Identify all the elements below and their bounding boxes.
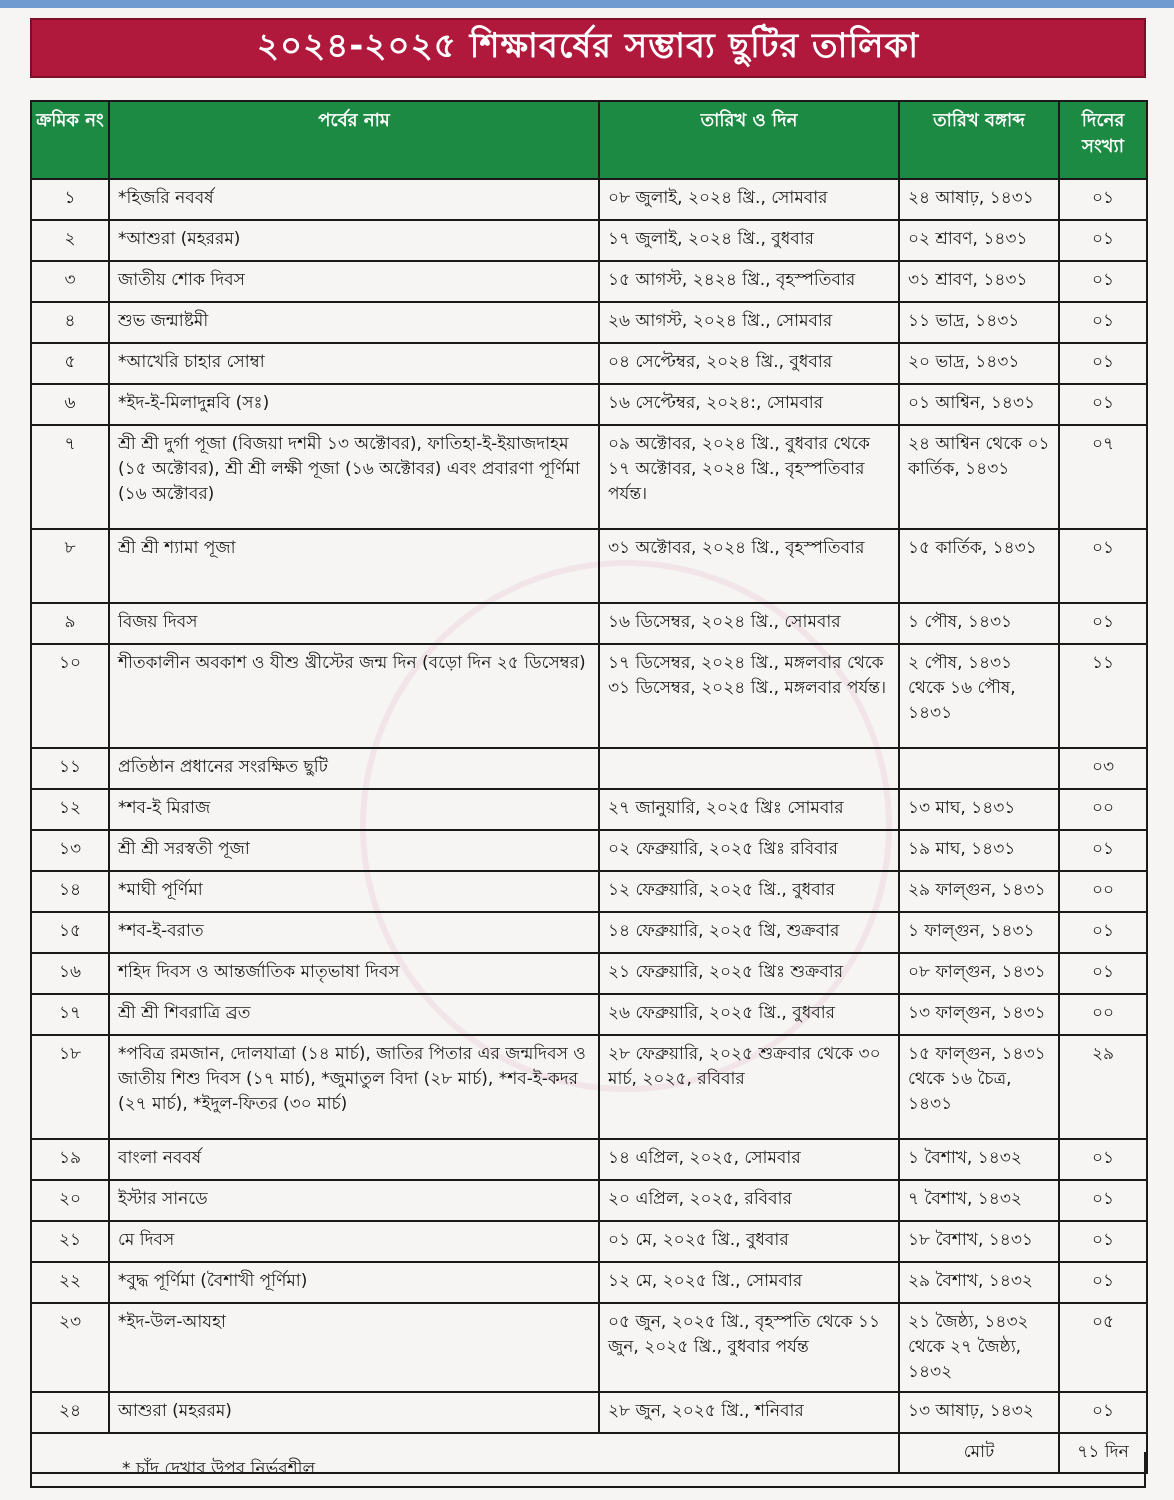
days-count-cell: ০০ [1059,789,1147,830]
table-row [31,1035,1147,1139]
days-count-cell: ০১ [1059,953,1147,994]
table-row [31,302,1147,343]
date-cell: ১৫ আগস্ট, ২৪২৪ খ্রি., বৃহস্পতিবার [599,261,899,302]
bangla-date-cell: ২৪ আশ্বিন থেকে ০১ কার্তিক, ১৪৩১ [899,425,1059,529]
serial-cell: ৫ [31,343,109,384]
holiday-name-cell: শ্রী শ্রী সরস্বতী পূজা [109,830,599,871]
serial-cell: ১৩ [31,830,109,871]
table-row [31,871,1147,912]
footnote [30,1452,1146,1488]
days-count-cell: ০১ [1059,1221,1147,1262]
bangla-date-cell: ৩১ শ্রাবণ, ১৪৩১ [899,261,1059,302]
days-count-cell: ০১ [1059,179,1147,220]
header-bangla-date: তারিখ বঙ্গাব্দ [899,101,1059,179]
holiday-name-cell: মে দিবস [109,1221,599,1262]
table-row [31,994,1147,1035]
days-count-cell: ০১ [1059,830,1147,871]
date-cell: ২৭ জানুয়ারি, ২০২৫ খ্রিঃ সোমবার [599,789,899,830]
serial-cell: ২৩ [31,1303,109,1392]
bangla-date-cell: ০৮ ফাল্গুন, ১৪৩১ [899,953,1059,994]
page-title: ২০২৪-২০২৫ শিক্ষাবর্ষের সম্ভাব্য ছুটির তালিকা [256,25,920,66]
table-row [31,425,1147,529]
table-row [31,1139,1147,1180]
days-count-cell: ০৩ [1059,748,1147,789]
serial-cell: ৬ [31,384,109,425]
serial-cell: ৪ [31,302,109,343]
days-count-cell: ০১ [1059,1180,1147,1221]
holiday-name-cell: *পবিত্র রমজান, দোলযাত্রা (১৪ মার্চ), জাতির পিতার এর জন্মদিবস ও জাতীয় শিশু দিবস (১৭ মার্চ), *জুমাতুল বিদা (২৮ মার্চ), *শব-ই-কদর (২৭ মার্চ), *ইদুল-ফিতর (৩০ মার্চ) [109,1035,599,1139]
holiday-name-cell: বিজয় দিবস [109,603,599,644]
date-cell: ০২ ফেব্রুয়ারি, ২০২৫ খ্রিঃ রবিবার [599,830,899,871]
date-cell: ০১ মে, ২০২৫ খ্রি., বুধবার [599,1221,899,1262]
holiday-name-cell: শ্রী শ্রী দুর্গা পূজা (বিজয়া দশমী ১৩ অক্টোবর), ফাতিহা-ই-ইয়াজদাহম (১৫ অক্টোবর), শ্রী শ্রী লক্ষী পূজা (১৬ অক্টোবর) এবং প্রবারণা পূর্ণিমা (১৬ অক্টোবর) [109,425,599,529]
bangla-date-cell: ২৯ বৈশাখ, ১৪৩২ [899,1262,1059,1303]
holiday-name-cell: *মাঘী পূর্ণিমা [109,871,599,912]
serial-cell: ২১ [31,1221,109,1262]
holiday-name-cell: ইস্টার সানডে [109,1180,599,1221]
table-row [31,1262,1147,1303]
days-count-cell: ০১ [1059,384,1147,425]
date-cell: ২৮ ফেব্রুয়ারি, ২০২৫ শুক্রবার থেকে ৩০ মার্চ, ২০২৫, রবিবার [599,1035,899,1139]
serial-cell: ১ [31,179,109,220]
days-count-cell: ০১ [1059,912,1147,953]
date-cell: ২৬ আগস্ট, ২০২৪ খ্রি., সোমবার [599,302,899,343]
bangla-date-cell [899,748,1059,789]
serial-cell: ৯ [31,603,109,644]
date-cell: ১৪ ফেব্রুয়ারি, ২০২৫ খ্রি, শুক্রবার [599,912,899,953]
bangla-date-cell: ১ বৈশাখ, ১৪৩২ [899,1139,1059,1180]
table-row [31,912,1147,953]
holiday-name-cell: *হিজরি নববর্ষ [109,179,599,220]
table-row [31,1303,1147,1392]
date-cell: ২৮ জুন, ২০২৫ খ্রি., শনিবার [599,1392,899,1433]
serial-cell: ২ [31,220,109,261]
holiday-name-cell: *ইদ-উল-আযহা [109,1303,599,1392]
serial-cell: ১০ [31,644,109,748]
holiday-name-cell: শহিদ দিবস ও আন্তর্জাতিক মাতৃভাষা দিবস [109,953,599,994]
date-cell: ১২ মে, ২০২৫ খ্রি., সোমবার [599,1262,899,1303]
holiday-name-cell: *আশুরা (মহররম) [109,220,599,261]
holiday-name-cell: শীতকালীন অবকাশ ও যীশু খ্রীস্টের জন্ম দিন (বড়ো দিন ২৫ ডিসেম্বর) [109,644,599,748]
days-count-cell: ০০ [1059,994,1147,1035]
table-row [31,644,1147,748]
table-row [31,384,1147,425]
date-cell: ১৬ ডিসেম্বর, ২০২৪ খ্রি., সোমবার [599,603,899,644]
header-days: দিনের সংখ্যা [1059,101,1147,179]
holiday-name-cell: *বুদ্ধ পূর্ণিমা (বৈশাখী পূর্ণিমা) [109,1262,599,1303]
days-count-cell: ০৫ [1059,1303,1147,1392]
header-name: পর্বের নাম [109,101,599,179]
serial-cell: ২৪ [31,1392,109,1433]
days-count-cell: ০১ [1059,529,1147,603]
title-banner [30,18,1146,78]
serial-cell: ৮ [31,529,109,603]
bangla-date-cell: ১৩ আষাঢ়, ১৪৩২ [899,1392,1059,1433]
days-count-cell: ০১ [1059,261,1147,302]
serial-cell: ১৭ [31,994,109,1035]
table-row [31,179,1147,220]
bangla-date-cell: ১ পৌষ, ১৪৩১ [899,603,1059,644]
table-row [31,1180,1147,1221]
bangla-date-cell: ১৫ কার্তিক, ১৪৩১ [899,529,1059,603]
bangla-date-cell: ২৯ ফাল্গুন, ১৪৩১ [899,871,1059,912]
bangla-date-cell: ২ পৌষ, ১৪৩১ থেকে ১৬ পৌষ, ১৪৩১ [899,644,1059,748]
table-row [31,261,1147,302]
bangla-date-cell: ১৮ বৈশাখ, ১৪৩১ [899,1221,1059,1262]
total-label: মোট [899,1433,1059,1473]
holiday-name-cell: প্রতিষ্ঠান প্রধানের সংরক্ষিত ছুটি [109,748,599,789]
date-cell: ১২ ফেব্রুয়ারি, ২০২৫ খ্রি., বুধবার [599,871,899,912]
table-row [31,1221,1147,1262]
top-border-strip [0,0,1174,8]
holiday-name-cell: জাতীয় শোক দিবস [109,261,599,302]
bangla-date-cell: ০২ শ্রাবণ, ১৪৩১ [899,220,1059,261]
bangla-date-cell: ৭ বৈশাখ, ১৪৩২ [899,1180,1059,1221]
bangla-date-cell: ১৯ মাঘ, ১৪৩১ [899,830,1059,871]
bangla-date-cell: ২৪ আষাঢ়, ১৪৩১ [899,179,1059,220]
serial-cell: ১৪ [31,871,109,912]
serial-cell: ৩ [31,261,109,302]
days-count-cell: ০১ [1059,603,1147,644]
holiday-name-cell: আশুরা (মহররম) [109,1392,599,1433]
total-value: ৭১ দিন [1059,1433,1147,1473]
bangla-date-cell: ০১ আশ্বিন, ১৪৩১ [899,384,1059,425]
days-count-cell: ০৭ [1059,425,1147,529]
bangla-date-cell: ১১ ভাদ্র, ১৪৩১ [899,302,1059,343]
date-cell [599,748,899,789]
bangla-date-cell: ১৩ ফাল্গুন, ১৪৩১ [899,994,1059,1035]
table-row [31,789,1147,830]
date-cell: ১৭ ডিসেম্বর, ২০২৪ খ্রি., মঙ্গলবার থেকে ৩১ ডিসেম্বর, ২০২৪ খ্রি., মঙ্গলবার পর্যন্ত। [599,644,899,748]
days-count-cell: ০১ [1059,220,1147,261]
days-count-cell: ০১ [1059,1139,1147,1180]
serial-cell: ৭ [31,425,109,529]
table-row [31,1392,1147,1433]
serial-cell: ১২ [31,789,109,830]
serial-cell: ১১ [31,748,109,789]
table-row [31,343,1147,384]
date-cell: ১৬ সেপ্টেম্বর, ২০২৪:, সোমবার [599,384,899,425]
date-cell: ৩১ অক্টোবর, ২০২৪ খ্রি., বৃহস্পতিবার [599,529,899,603]
footnote-text: * চাঁদ দেখার উপর নির্ভরশীল [122,1459,316,1479]
days-count-cell: ০১ [1059,302,1147,343]
table-row [31,953,1147,994]
holiday-name-cell: বাংলা নববর্ষ [109,1139,599,1180]
table-row [31,603,1147,644]
holiday-name-cell: শ্রী শ্রী শ্যামা পূজা [109,529,599,603]
table-row [31,830,1147,871]
bangla-date-cell: ১৫ ফাল্গুন, ১৪৩১ থেকে ১৬ চৈত্র, ১৪৩১ [899,1035,1059,1139]
date-cell: ২০ এপ্রিল, ২০২৫, রবিবার [599,1180,899,1221]
serial-cell: ২২ [31,1262,109,1303]
holiday-name-cell: শুভ জন্মাষ্টমী [109,302,599,343]
serial-cell: ১৮ [31,1035,109,1139]
holiday-table [30,100,1148,1474]
bangla-date-cell: ১৩ মাঘ, ১৪৩১ [899,789,1059,830]
days-count-cell: ০১ [1059,343,1147,384]
holiday-name-cell: *শব-ই-বরাত [109,912,599,953]
table-row [31,220,1147,261]
date-cell: ০৯ অক্টোবর, ২০২৪ খ্রি., বুধবার থেকে ১৭ অক্টোবর, ২০২৪ খ্রি., বৃহস্পতিবার পর্যন্ত। [599,425,899,529]
days-count-cell: ২৯ [1059,1035,1147,1139]
header-date: তারিখ ও দিন [599,101,899,179]
date-cell: ০৮ জুলাই, ২০২৪ খ্রি., সোমবার [599,179,899,220]
serial-cell: ১৬ [31,953,109,994]
holiday-name-cell: শ্রী শ্রী শিবরাত্রি ব্রত [109,994,599,1035]
holiday-name-cell: *ইদ-ই-মিলাদুন্নবি (সঃ) [109,384,599,425]
table-row [31,529,1147,603]
holiday-name-cell: *আখেরি চাহার সোম্বা [109,343,599,384]
days-count-cell: ১১ [1059,644,1147,748]
table-row [31,748,1147,789]
table-header-row [31,101,1147,179]
date-cell: ০৪ সেপ্টেম্বর, ২০২৪ খ্রি., বুধবার [599,343,899,384]
bangla-date-cell: ১ ফাল্গুন, ১৪৩১ [899,912,1059,953]
date-cell: ২৬ ফেব্রুয়ারি, ২০২৫ খ্রি., বুধবার [599,994,899,1035]
days-count-cell: ০০ [1059,871,1147,912]
holiday-name-cell: *শব-ই মিরাজ [109,789,599,830]
bangla-date-cell: ২০ ভাদ্র, ১৪৩১ [899,343,1059,384]
date-cell: ১৭ জুলাই, ২০২৪ খ্রি., বুধবার [599,220,899,261]
serial-cell: ২০ [31,1180,109,1221]
serial-cell: ১৫ [31,912,109,953]
days-count-cell: ০১ [1059,1392,1147,1433]
bangla-date-cell: ২১ জৈষ্ঠ্য, ১৪৩২ থেকে ২৭ জৈষ্ঠ্য, ১৪৩২ [899,1303,1059,1392]
header-serial: ক্রমিক নং [31,101,109,179]
days-count-cell: ০১ [1059,1262,1147,1303]
date-cell: ২১ ফেব্রুয়ারি, ২০২৫ খ্রিঃ শুক্রবার [599,953,899,994]
date-cell: ০৫ জুন, ২০২৫ খ্রি., বৃহস্পতি থেকে ১১ জুন, ২০২৫ খ্রি., বুধবার পর্যন্ত [599,1303,899,1392]
date-cell: ১৪ এপ্রিল, ২০২৫, সোমবার [599,1139,899,1180]
serial-cell: ১৯ [31,1139,109,1180]
